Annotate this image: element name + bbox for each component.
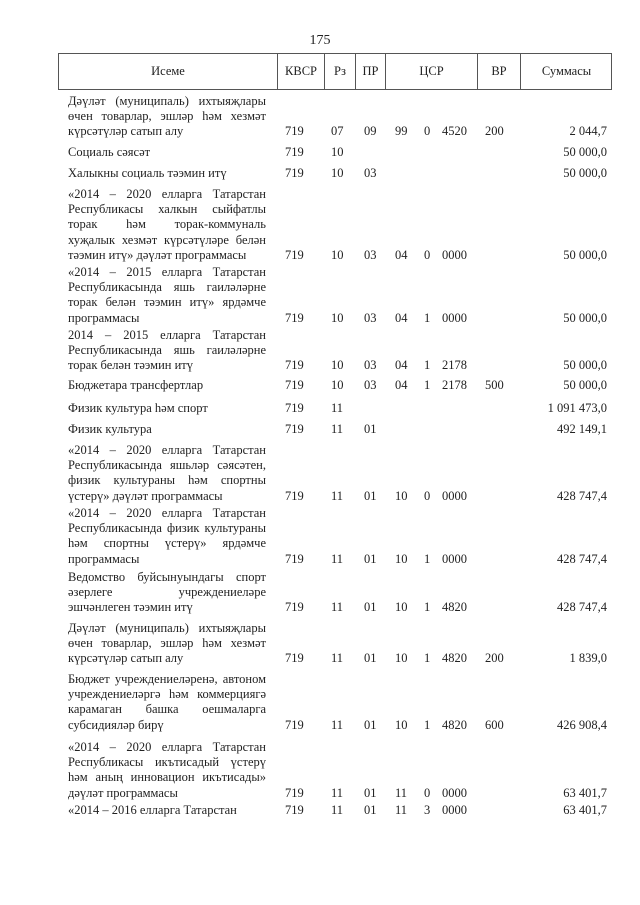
cell-rz: 11 [331, 785, 344, 800]
cell-c3: 2178 [442, 358, 467, 373]
cell-kvsr: 719 [285, 166, 304, 180]
row-name [68, 94, 266, 140]
cell-c3: 0000 [442, 551, 467, 566]
cell-sum: 492 149,1 [557, 422, 607, 436]
row-name-line: «2014 – 2020 елларга Татарстан [68, 506, 266, 520]
cell-c1: 10 [395, 600, 408, 615]
cell-kvsr: 719 [285, 600, 304, 615]
row-name-line: Бюджетара трансфертлар [68, 378, 204, 392]
cell-rz: 11 [331, 551, 344, 566]
cell-kvsr: 719 [285, 247, 304, 262]
row-name-line: физик культураны һәм спортны [68, 473, 266, 488]
row-name-line: программасы [68, 310, 140, 325]
cell-pr: 01 [364, 551, 377, 566]
cell-vr: 600 [485, 717, 504, 732]
cell-c2: 0 [424, 488, 431, 503]
cell-rz: 11 [331, 651, 344, 666]
cell-kvsr: 719 [285, 488, 304, 503]
page-number: 175 [309, 33, 331, 48]
cell-rz: 11 [331, 803, 344, 817]
cell-c3: 0000 [442, 785, 467, 800]
row-name-line: «2014 – 2020 елларга Татарстан [68, 740, 266, 754]
row-name [68, 378, 266, 393]
header-kvsr: КВСР [285, 64, 317, 78]
cell-c1: 04 [395, 247, 408, 262]
row-name [68, 145, 266, 160]
cell-sum: 426 908,4 [557, 717, 607, 732]
row-name-line: Республикасында яшьләр сәясәтен, [68, 458, 266, 473]
header-csr: ЦСР [419, 64, 444, 78]
cell-vr: 200 [485, 124, 504, 139]
row-name-line: эшчәнлеген тәэмин итү [68, 600, 193, 615]
cell-pr: 01 [364, 422, 377, 436]
cell-sum: 63 401,7 [563, 803, 607, 817]
cell-c2: 1 [424, 651, 431, 666]
row-name [68, 506, 266, 567]
cell-sum: 63 401,7 [563, 785, 607, 800]
row-name [68, 672, 266, 733]
cell-c1: 99 [395, 124, 408, 139]
cell-rz: 11 [331, 717, 344, 732]
cell-kvsr: 719 [285, 124, 304, 139]
cell-kvsr: 719 [285, 401, 304, 415]
row-name-line: Республикасы халкын сыйфатлы [68, 202, 266, 217]
cell-c1: 10 [395, 717, 408, 732]
cell-pr: 03 [364, 310, 377, 325]
row-name-line: Дәүләт (муниципаль) ихтыяҗлары [68, 94, 266, 108]
cell-rz: 10 [331, 166, 344, 180]
cell-rz: 07 [331, 124, 344, 139]
row-name-line: Республикасында физик культураны [68, 521, 266, 536]
cell-c3: 0000 [442, 488, 467, 503]
row-name [68, 422, 266, 437]
row-name-line: торак белән тәэмин итү» ярдәмче [68, 295, 266, 310]
row-name [68, 570, 266, 616]
row-name [68, 401, 266, 416]
row-name-line: торак һәм торак-коммуналь [68, 217, 266, 232]
cell-c3: 4520 [442, 124, 467, 139]
cell-sum: 50 000,0 [563, 247, 607, 262]
row-name-line: субсидияләр бирү [68, 717, 164, 732]
cell-c2: 0 [424, 785, 431, 800]
cell-kvsr: 719 [285, 145, 304, 159]
cell-rz: 10 [331, 378, 344, 392]
cell-c1: 10 [395, 488, 408, 503]
cell-c1: 04 [395, 378, 408, 392]
cell-sum: 50 000,0 [563, 378, 607, 392]
row-name-line: Социаль сәясәт [68, 145, 151, 159]
cell-c2: 1 [424, 551, 431, 566]
row-name-line: әзерлеге учреждениеләре [68, 585, 266, 600]
row-name-line: Физик культура [68, 422, 152, 436]
cell-c1: 10 [395, 551, 408, 566]
row-name-line: өчен товарлар, эшләр һәм хезмәт [68, 109, 266, 124]
row-name-line: үстерү» дәүләт программасы [68, 488, 223, 503]
cell-c2: 0 [424, 247, 431, 262]
row-name [68, 187, 266, 263]
cell-kvsr: 719 [285, 803, 304, 817]
cell-pr: 03 [364, 166, 377, 180]
row-name-line: хуҗалык хезмәт күрсәтүләре белән [68, 232, 266, 247]
cell-rz: 11 [331, 422, 344, 436]
cell-c3: 4820 [442, 600, 467, 615]
row-name-line: учреждениеләргә һәм коммерциягә [68, 687, 266, 702]
cell-c3: 4820 [442, 717, 467, 732]
cell-pr: 09 [364, 124, 377, 139]
cell-kvsr: 719 [285, 717, 304, 732]
cell-kvsr: 719 [285, 422, 304, 436]
cell-sum: 50 000,0 [563, 145, 607, 159]
row-name-line: тәэмин итү» дәүләт программасы [68, 247, 247, 262]
cell-sum: 50 000,0 [563, 166, 607, 180]
cell-kvsr: 719 [285, 785, 304, 800]
row-name-line: күрсәтүләр сатып алу [68, 124, 184, 139]
cell-c2: 1 [424, 717, 431, 732]
row-name-line: дәүләт программасы [68, 785, 178, 800]
cell-sum: 1 091 473,0 [547, 401, 607, 415]
cell-c3: 0000 [442, 310, 467, 325]
row-name-line: 2014 – 2015 елларга Татарстан [68, 328, 266, 342]
cell-rz: 10 [331, 247, 344, 262]
row-name [68, 803, 266, 818]
cell-c3: 4820 [442, 651, 467, 666]
cell-sum: 50 000,0 [563, 310, 607, 325]
row-name-line: карамаган башка оешмаларга [68, 702, 266, 717]
cell-rz: 10 [331, 310, 344, 325]
cell-kvsr: 719 [285, 358, 304, 373]
row-name-line: «2014 – 2020 елларга Татарстан [68, 187, 266, 201]
row-name [68, 166, 266, 181]
table-header [58, 53, 612, 90]
cell-c2: 1 [424, 600, 431, 615]
cell-pr: 01 [364, 488, 377, 503]
row-name-line: программасы [68, 551, 140, 566]
cell-rz: 11 [331, 600, 344, 615]
cell-sum: 1 839,0 [569, 651, 607, 666]
row-name-line: «2014 – 2020 елларга Татарстан [68, 443, 266, 457]
cell-c1: 11 [395, 785, 408, 800]
cell-vr: 200 [485, 651, 504, 666]
cell-c1: 04 [395, 358, 408, 373]
cell-c1: 04 [395, 310, 408, 325]
header-sum: Суммасы [541, 64, 592, 78]
header-vr: ВР [491, 64, 507, 78]
row-name [68, 621, 266, 667]
row-name [68, 328, 266, 374]
row-name-line: «2014 – 2015 елларга Татарстан [68, 265, 266, 279]
cell-pr: 01 [364, 600, 377, 615]
cell-sum: 428 747,4 [557, 488, 607, 503]
row-name-line: торак белән тәэмин итү [68, 358, 193, 373]
cell-kvsr: 719 [285, 378, 304, 392]
row-name [68, 443, 266, 504]
cell-pr: 03 [364, 378, 377, 392]
cell-rz: 11 [331, 401, 344, 415]
cell-kvsr: 719 [285, 651, 304, 666]
row-name-line: Республикасы икътисадый үстерү [68, 755, 266, 770]
cell-pr: 01 [364, 803, 377, 817]
cell-kvsr: 719 [285, 551, 304, 566]
cell-vr: 500 [485, 378, 504, 392]
row-name-line: Республикасында яшь гаиләләрне [68, 343, 266, 358]
row-name-line: Дәүләт (муниципаль) ихтыяҗлары [68, 621, 266, 635]
cell-pr: 03 [364, 247, 377, 262]
cell-c2: 0 [424, 124, 431, 139]
cell-c2: 1 [424, 378, 431, 392]
cell-pr: 03 [364, 358, 377, 373]
cell-c3: 0000 [442, 803, 467, 817]
cell-sum: 2 044,7 [569, 124, 607, 139]
row-name-line: Республикасында яшь гаиләләрне [68, 280, 266, 295]
cell-pr: 01 [364, 651, 377, 666]
cell-sum: 428 747,4 [557, 600, 607, 615]
header-rz: Рз [334, 64, 346, 78]
row-name-line: Физик культура һәм спорт [68, 401, 208, 415]
row-name-line: һәм спортны үстерү» ярдәмче [68, 536, 266, 551]
row-name-line: «2014 – 2016 елларга Татарстан [68, 803, 237, 817]
cell-kvsr: 719 [285, 310, 304, 325]
row-name [68, 265, 266, 326]
row-name-line: өчен товарлар, эшләр һәм хезмәт [68, 636, 266, 651]
cell-pr: 01 [364, 717, 377, 732]
cell-sum: 428 747,4 [557, 551, 607, 566]
cell-sum: 50 000,0 [563, 358, 607, 373]
cell-rz: 11 [331, 488, 344, 503]
row-name [68, 740, 266, 801]
header-name: Исеме [151, 64, 185, 78]
row-name-line: күрсәтүләр сатып алу [68, 651, 184, 666]
row-name-line: Бюджет учреждениеләренә, автоном [68, 672, 266, 686]
cell-c1: 11 [395, 803, 408, 817]
row-name-line: һәм аның инновацион икътисады» [68, 770, 266, 785]
cell-rz: 10 [331, 145, 344, 159]
header-pr: ПР [362, 64, 379, 78]
cell-c3: 0000 [442, 247, 467, 262]
cell-c2: 1 [424, 310, 431, 325]
row-name-line: Халыкны социаль тәэмин итү [68, 166, 227, 180]
row-name-line: Ведомство буйсынуындагы спорт [68, 570, 266, 584]
cell-c2: 3 [424, 803, 431, 817]
cell-c1: 10 [395, 651, 408, 666]
cell-c2: 1 [424, 358, 431, 373]
cell-pr: 01 [364, 785, 377, 800]
cell-rz: 10 [331, 358, 344, 373]
cell-c3: 2178 [442, 378, 467, 392]
